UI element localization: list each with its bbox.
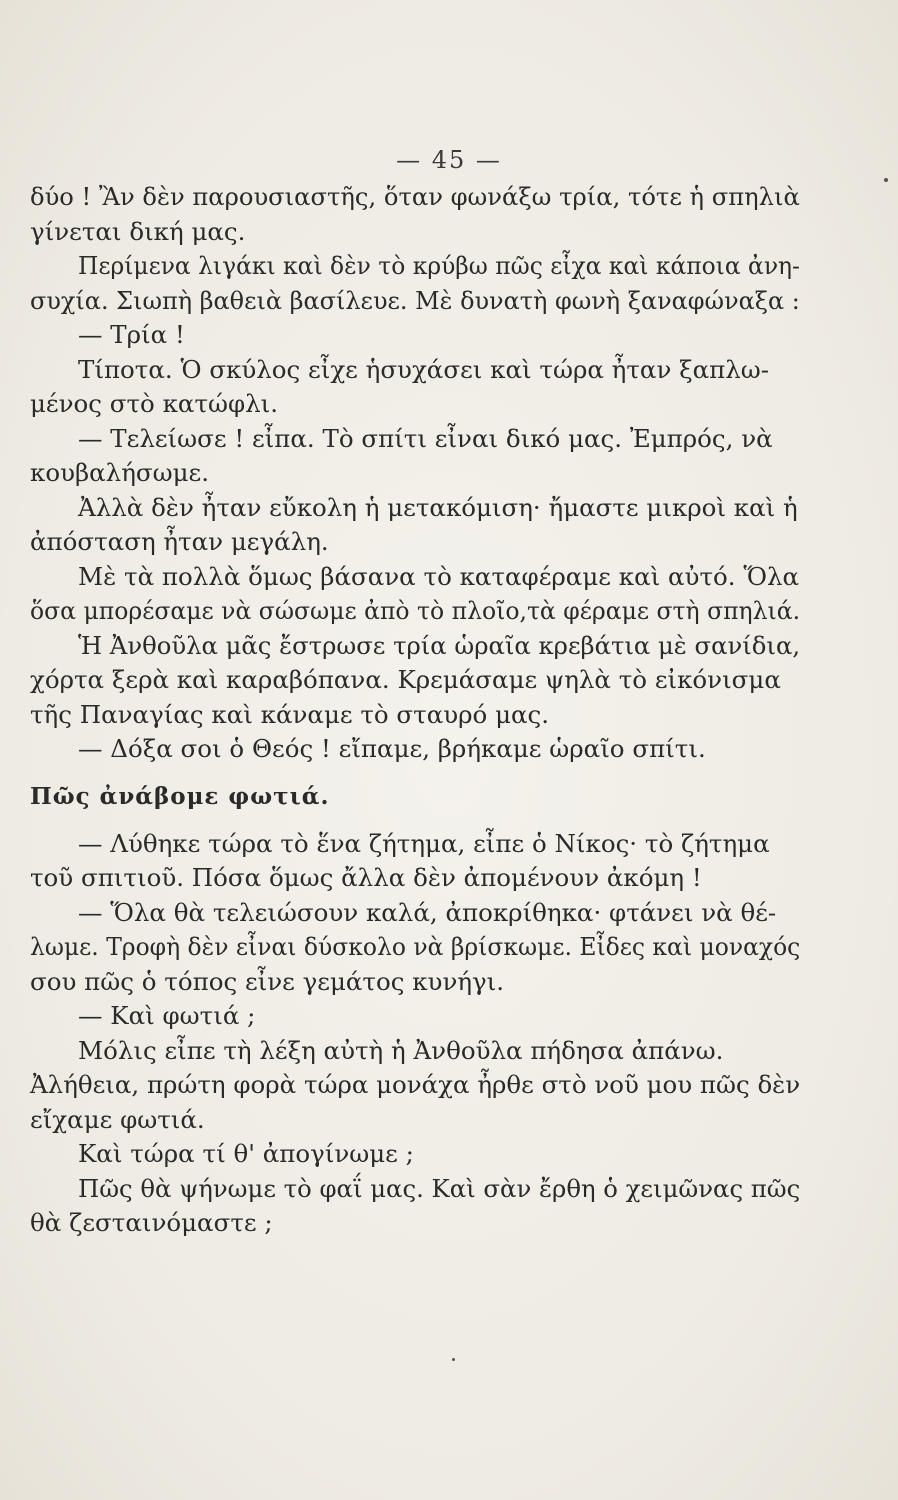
text-line: Ἀλήθεια, πρώτη φορὰ τώρα μονάχα ἦρθε στὸ νοῦ μου πῶς δὲν — [30, 1070, 801, 1099]
text-line: — Ὅλα θὰ τελειώσουν καλά, ἀποκρίθηκα· φτάνει νὰ θέ- — [78, 897, 777, 927]
text-line: ἀπόσταση ἦταν μεγάλη. — [30, 527, 329, 556]
text-line: ὅσα μπορέσαμε νὰ σώσωμε ἀπὸ τὸ πλοῖο,τὰ φέραμε στὴ σπηλιά. — [30, 596, 801, 625]
section-heading: Πῶς ἀνάβομε φωτιά. — [30, 782, 330, 810]
text-line: Πῶς θὰ ψήνωμε τὸ φαΐ μας. Καὶ σὰν ἔρθη ὁ χειμῶνας πῶς — [78, 1173, 801, 1203]
page-number: — 45 — — [396, 146, 502, 174]
body-text — [30, 180, 800, 1241]
text-line: τοῦ σπιτιοῦ. Πόσα ὅμως ἄλλα δὲν ἀπομένουν ἀκόμη ! — [30, 863, 702, 892]
text-line: δύο ! Ἂν δὲν παρουσιαστῆς, ὅταν φωνάξω τρία, τότε ἡ σπηλιὰ — [30, 182, 800, 211]
text-line: συχία. Σιωπὴ βαθειὰ βασίλευε. Μὲ δυνατὴ φωνὴ ξαναφώναξα : — [30, 285, 800, 315]
text-line: Μὲ τὰ πολλὰ ὅμως βάσανα τὸ καταφέραμε καὶ αὐτό. Ὅλα — [78, 561, 800, 591]
paper-speck — [452, 1358, 455, 1361]
text-line: χόρτα ξερὰ καὶ καραβόπανα. Κρεμάσαμε ψηλὰ τὸ εἰκόνισμα — [30, 665, 781, 694]
text-line: — Τελείωσε ! εἶπα. Τὸ σπίτι εἶναι δικό μας. Ἐμπρός, νὰ — [78, 423, 773, 453]
text-line: μένος στὸ κατώφλι. — [30, 389, 279, 418]
text-line: θὰ ζεσταινόμαστε ; — [30, 1208, 273, 1237]
text-line: — Καὶ φωτιά ; — [78, 1001, 256, 1030]
text-line: Περίμενα λιγάκι καὶ δὲν τὸ κρύβω πῶς εἶχα καὶ κάποια ἀνη- — [78, 251, 800, 280]
text-line: Ἀλλὰ δὲν ἦταν εὔκολη ἡ μετακόμιση· ἤμαστε μικροὶ καὶ ἡ — [78, 492, 798, 522]
text-line: Μόλις εἶπε τὴ λέξη αὐτὴ ἡ Ἀνθοῦλα πήδησα ἀπάνω. — [78, 1035, 724, 1065]
text-line: σου πῶς ὁ τόπος εἶνε γεμάτος κυνήγι. — [30, 966, 505, 996]
text-line: Ἡ Ἀνθοῦλα μᾶς ἔστρωσε τρία ὡραῖα κρεβάτια μὲ σανίδια, — [78, 630, 801, 660]
text-line: κουβαλήσωμε. — [30, 458, 209, 487]
text-line: Τίποτα. Ὁ σκύλος εἶχε ἡσυχάσει καὶ τώρα ἦταν ξαπλω- — [78, 354, 770, 384]
text-line: τῆς Παναγίας καὶ κάναμε τὸ σταυρό μας. — [30, 699, 550, 729]
text-line: λωμε. Τροφὴ δὲν εἶναι δύσκολο νὰ βρίσκωμε. Εἶδες καὶ μοναχός — [30, 932, 801, 961]
text-line: Καὶ τώρα τί θ' ἀπογίνωμε ; — [78, 1139, 414, 1168]
text-line: γίνεται δική μας. — [30, 216, 246, 246]
text-line: — Λύθηκε τώρα τὸ ἕνα ζήτημα, εἶπε ὁ Νίκος· τὸ ζήτημα — [78, 828, 770, 858]
paper-speck — [884, 178, 888, 182]
text-line: εἴχαμε φωτιά. — [30, 1104, 205, 1134]
text-line: — Δόξα σοι ὁ Θεός ! εἴπαμε, βρήκαμε ὡραῖο σπίτι. — [78, 734, 706, 763]
text-line: — Τρία ! — [78, 320, 185, 349]
